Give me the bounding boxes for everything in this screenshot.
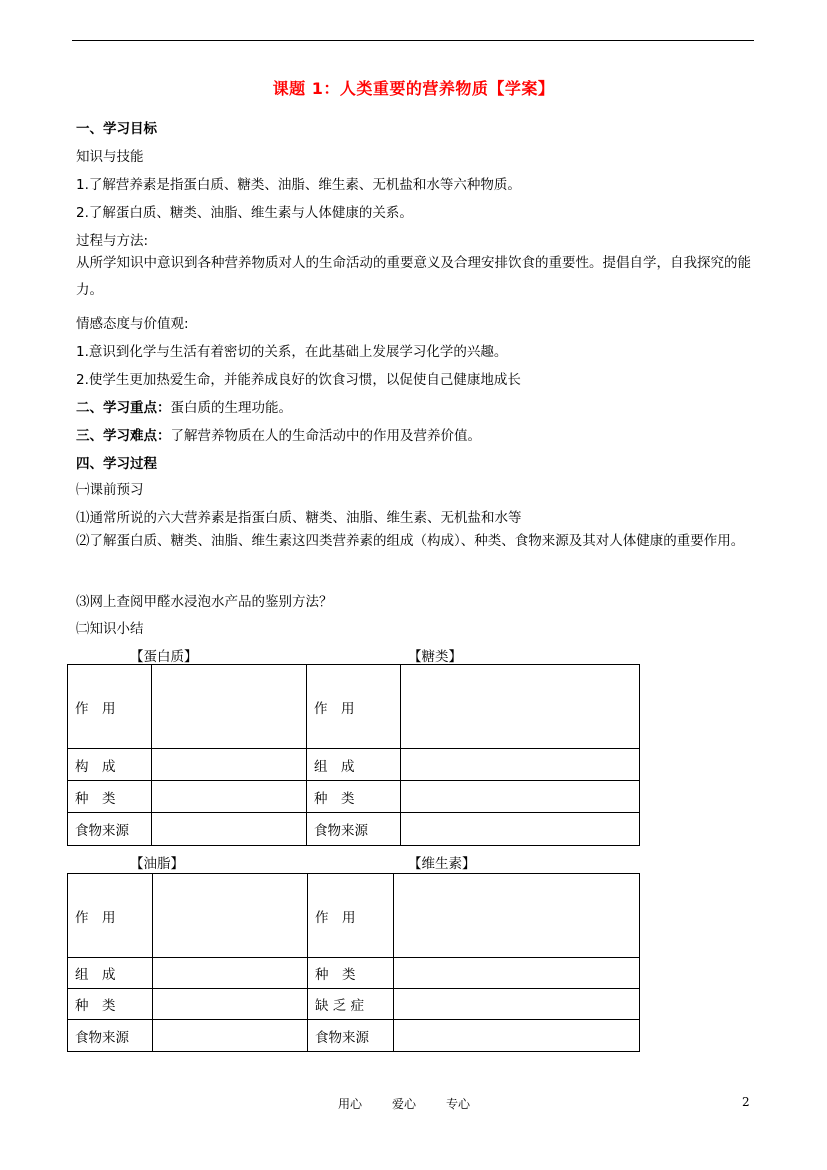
footer-motto [338, 1095, 500, 1112]
answer-cell[interactable] [152, 665, 307, 749]
attitude-2: 2.使学生更加热爱生命，并能养成良好的饮食习惯，以促使自己健康地成长 [76, 372, 521, 388]
table1-right-label: 【糖类】 [408, 649, 462, 665]
table-row [68, 813, 640, 846]
table-row [68, 781, 640, 813]
subheading-process: 过程与方法: [76, 233, 149, 249]
attitude-1: 1.意识到化学与生活有着密切的关系，在此基础上发展学习化学的兴趣。 [76, 344, 508, 360]
answer-cell[interactable] [153, 989, 308, 1020]
table-cell: 缺 乏 症 [308, 989, 394, 1020]
answer-cell[interactable] [153, 874, 308, 958]
subsection-summary: ㈡知识小结 [76, 621, 144, 637]
subheading-attitude: 情感态度与价值观: [76, 316, 189, 332]
answer-cell[interactable] [153, 958, 308, 989]
table-row [68, 1020, 640, 1052]
table-row [68, 749, 640, 781]
table-cell: 食物来源 [68, 1020, 153, 1052]
table2-right-label: 【维生素】 [408, 856, 476, 872]
table-cell: 种 类 [68, 781, 152, 813]
objective-2: 2.了解蛋白质、糖类、油脂、维生素与人体健康的关系。 [76, 205, 413, 221]
section-3-text: 了解营养物质在人的生命活动中的作用及营养价值。 [170, 428, 481, 444]
answer-cell[interactable] [401, 665, 640, 749]
objective-1: 1.了解营养素是指蛋白质、糖类、油脂、维生素、无机盐和水等六种物质。 [76, 177, 521, 193]
footer-text-2: 爱心 [392, 1097, 417, 1111]
answer-cell[interactable] [152, 749, 307, 781]
table-cell: 组 成 [307, 749, 401, 781]
preview-item-1: ⑴通常所说的六大营养素是指蛋白质、糖类、油脂、维生素、无机盐和水等 [76, 510, 522, 526]
table-row [68, 665, 640, 749]
section-2-heading: 二、学习重点： [76, 400, 171, 416]
section-3-heading: 三、学习难点： [76, 428, 171, 444]
answer-cell[interactable] [401, 749, 640, 781]
table-cell: 种 类 [308, 958, 394, 989]
subsection-preview: ㈠课前预习 [76, 482, 144, 498]
footer-text-3: 专心 [446, 1097, 471, 1111]
section-3 [76, 424, 481, 444]
table-row [68, 989, 640, 1020]
table-row [68, 958, 640, 989]
answer-cell[interactable] [401, 781, 640, 813]
table-cell: 作 用 [68, 665, 152, 749]
answer-cell[interactable] [152, 781, 307, 813]
preview-item-3: ⑶网上查阅甲醛水浸泡水产品的鉴别方法？ [76, 594, 333, 610]
preview-item-2: ⑵了解蛋白质、糖类、油脂、维生素这四类营养素的组成（构成）、种类、食物来源及其对人体健康的重要作用。 [76, 533, 745, 549]
table-cell: 食物来源 [68, 813, 152, 846]
answer-cell[interactable] [394, 989, 640, 1020]
table-cell: 种 类 [307, 781, 401, 813]
process-text: 从所学知识中意识到各种营养物质对人的生命活动的重要意义及合理安排饮食的重要性。提倡自学，自我探究的能力。 [76, 255, 751, 298]
table-cell: 作 用 [68, 874, 153, 958]
section-1-heading: 一、学习目标 [76, 121, 157, 137]
header-rule [72, 40, 754, 41]
section-4-heading: 四、学习过程 [76, 456, 157, 472]
table-row [68, 874, 640, 958]
table-cell: 食物来源 [307, 813, 401, 846]
section-2-text: 蛋白质的生理功能。 [170, 400, 292, 416]
subheading-knowledge: 知识与技能 [76, 149, 144, 165]
summary-table-1 [67, 664, 640, 846]
table-cell: 种 类 [68, 989, 153, 1020]
answer-cell[interactable] [394, 958, 640, 989]
table2-left-label: 【油脂】 [130, 856, 184, 872]
answer-cell[interactable] [394, 874, 640, 958]
page-number: 2 [742, 1095, 750, 1109]
answer-cell[interactable] [394, 1020, 640, 1052]
table-cell: 作 用 [307, 665, 401, 749]
table-cell: 组 成 [68, 958, 153, 989]
table-cell: 食物来源 [308, 1020, 394, 1052]
page-title: 课题 1：人类重要的营养物质【学案】 [272, 79, 555, 98]
section-2 [76, 396, 292, 416]
table1-left-label: 【蛋白质】 [130, 649, 198, 665]
footer-text-1: 用心 [338, 1097, 363, 1111]
answer-cell[interactable] [153, 1020, 308, 1052]
answer-cell[interactable] [152, 813, 307, 846]
answer-cell[interactable] [401, 813, 640, 846]
table-cell: 作 用 [308, 874, 394, 958]
summary-table-2 [67, 873, 640, 1052]
table-cell: 构 成 [68, 749, 152, 781]
